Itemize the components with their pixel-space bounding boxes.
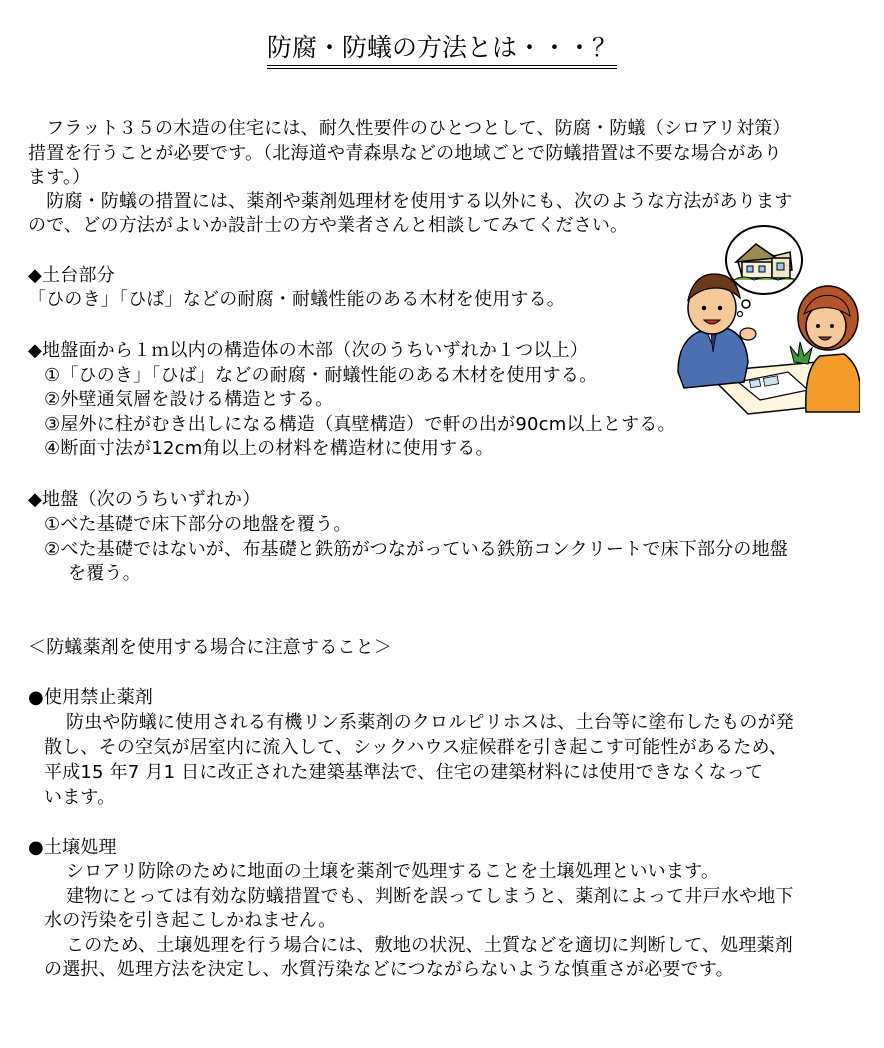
woman-figure <box>798 286 860 412</box>
intro-line: 防腐・防蟻の措置には、薬剤や薬剤処理材を使用する以外にも、次のような方法があります <box>28 191 793 212</box>
section-heading-kinshi: ●使用禁止薬剤 <box>28 687 154 708</box>
intro-line: 措置を行うことが必要です。（北海道や青森県などの地域ごとで防蟻措置は不要な場合があり <box>28 143 782 164</box>
paragraph-line: います。 <box>44 787 116 808</box>
list-item: ③屋外に柱がむき出しになる構造（真壁構造）で軒の出が90cm以上とする。 <box>44 414 676 435</box>
list-item: ①べた基礎で床下部分の地盤を覆う。 <box>44 514 352 535</box>
plant-icon <box>790 342 812 364</box>
paragraph-line: 水の汚染を引き起こしかねません。 <box>44 910 337 931</box>
paragraph-line: の選択、処理方法を決定し、水質汚染などにつながらないような慎重さが必要です。 <box>44 959 734 980</box>
page-title: 防腐・防蟻の方法とは・・・？ <box>0 30 884 69</box>
paragraph-line: 平成15 年7 月1 日に改正された建築基準法で、住宅の建築材料には使用できなくなって <box>44 762 764 783</box>
paragraph-line: シロアリ防除のために地面の土壌を薬剤で処理することを土壌処理といいます。 <box>66 861 720 882</box>
list-item: ②外壁通気層を設ける構造とする。 <box>44 389 334 410</box>
intro-line: ます。） <box>28 167 91 188</box>
list-item: ④断面寸法が12cm角以上の材料を構造材に使用する。 <box>44 438 494 459</box>
list-item: ①「ひのき」「ひば」などの耐腐・耐蟻性能のある木材を使用する。 <box>44 365 598 386</box>
section-text-dodai: 「ひのき」「ひば」などの耐腐・耐蟻性能のある木材を使用する。 <box>28 289 565 310</box>
caution-heading: ＜防蟻薬剤を使用する場合に注意すること＞ <box>28 637 392 658</box>
intro-line: ので、どの方法がよいか設計士の方や業者さんと相談してみてください。 <box>28 215 629 236</box>
list-item-continuation: を覆う。 <box>68 563 141 584</box>
paragraph-line: 建物にとっては有効な防蟻措置でも、判断を誤ってしまうと、薬剤によって井戸水や地下 <box>66 886 794 907</box>
section-heading-jiban: ◆地盤（次のうちいずれか） <box>28 489 261 510</box>
section-heading-kouzou: ◆地盤面から１ｍ以内の構造体の木部（次のうちいずれか１つ以上） <box>28 340 589 361</box>
section-heading-dodai: ◆土台部分 <box>28 265 115 286</box>
thought-bubble-house-icon <box>726 226 802 317</box>
man-figure <box>678 274 756 388</box>
intro-line: フラット３５の木造の住宅には、耐久性要件のひとつとして、防腐・防蟻（シロアリ対策） <box>28 118 791 139</box>
paragraph-line: 散し、その空気が居室内に流入して、シックハウス症候群を引き起こす可能性があるため、 <box>44 737 788 758</box>
list-item: ②べた基礎ではないが、布基礎と鉄筋がつながっている鉄筋コンクリートで床下部分の地盤 <box>44 539 788 560</box>
paragraph-line: このため、土壌処理を行う場合には、敷地の状況、土質などを適切に判断して、処理薬剤 <box>66 935 793 956</box>
section-heading-dojou: ●土壌処理 <box>28 837 117 858</box>
paragraph-line: 防虫や防蟻に使用される有機リン系薬剤のクロルピリホスは、土台等に塗布したものが発 <box>66 712 794 733</box>
consultation-illustration <box>668 222 860 418</box>
